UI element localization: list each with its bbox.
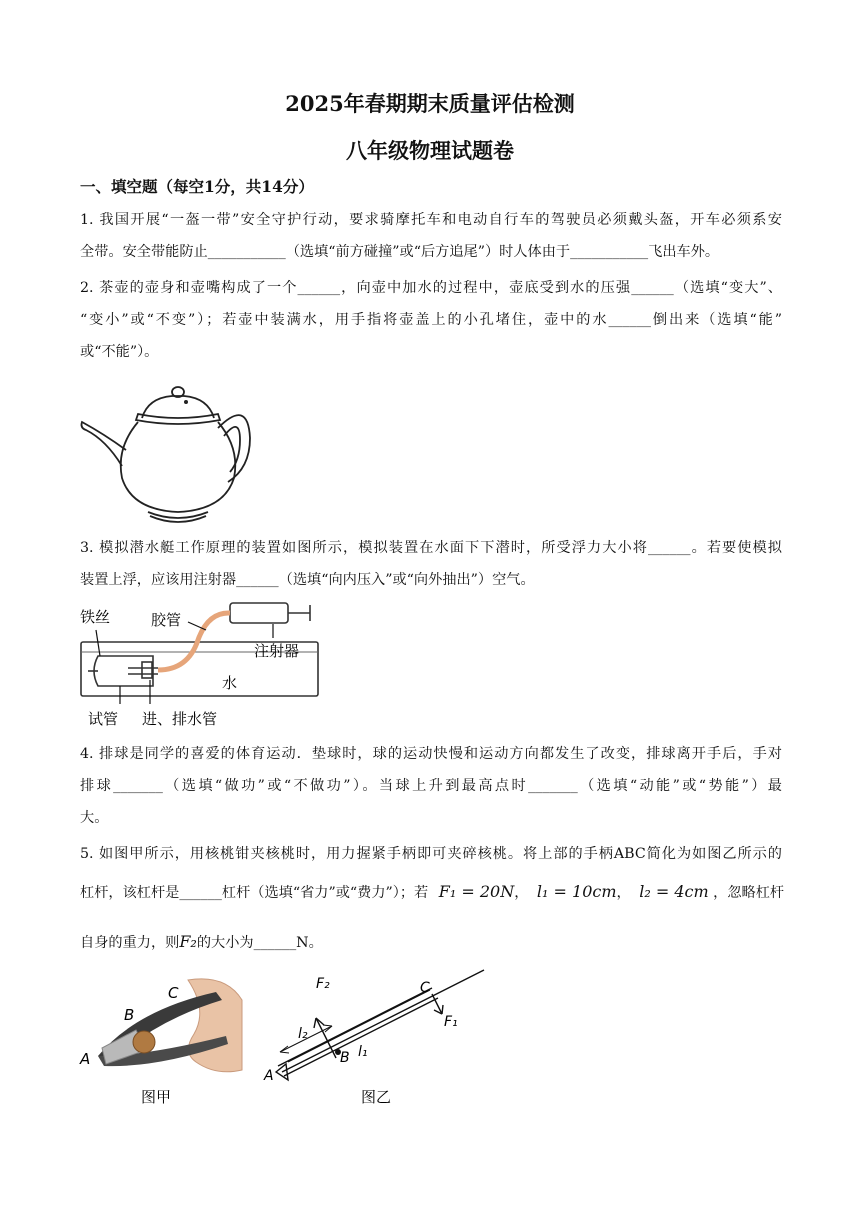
q3-line-2: 装置上浮，应该用注射器______（选填“向内压入”或“向外抽出”）空气。 (80, 572, 535, 588)
label-syringe: 注射器 (254, 642, 300, 660)
walnut (133, 1031, 155, 1053)
label-f1: F₁ (444, 1014, 458, 1030)
label-c: C (168, 984, 179, 1002)
lever-diagram (262, 962, 492, 1110)
question-5 (80, 838, 782, 870)
q1-line-2: 全带。安全带能防止___________（选填“前方碰撞”或“后方追尾”）时人体由于___________飞出车外。 (80, 244, 720, 260)
label-l2: l₂ (298, 1026, 308, 1042)
exam-title: 2025年春期期末质量评估检测 (285, 91, 575, 116)
submarine-model-figure (78, 600, 328, 734)
label-c2: C (420, 980, 430, 996)
q4-line-1: 4. 排球是同学的喜爱的体育运动．垫球时，球的运动快慢和运动方向都发生了改变，排球离开手后，手对 (80, 746, 782, 762)
q2-line-2: “变小”或“不变”）；若壶中装满水，用手指将壶盖上的小孔堵住，壶中的水______倒出来（选填“能” (80, 312, 782, 328)
q5-l2-formula: l₂ = 4cm (639, 882, 709, 901)
caption-yi: 图乙 (360, 1088, 392, 1106)
lid-hole-icon (184, 400, 188, 404)
label-test-tube: 试管 (88, 710, 119, 728)
label-water: 水 (222, 674, 238, 692)
q2-line-1: 2. 茶壶的壶身和壶嘴构成了一个______，向壶中加水的过程中，壶底受到水的压强______（选填“变大”、 (80, 280, 782, 296)
section-heading: 一、填空题（每空1分，共14分） (80, 177, 314, 196)
q5-line-2: 杠杆，该杠杆是______杠杆（选填“省力”或“费力”）；若 F₁ = 20N， l₁ = 10cm， l₂ = 4cm ，忽略杠杆 (80, 882, 785, 901)
label-a2: A (264, 1068, 274, 1084)
label-b2: B (340, 1050, 350, 1066)
q2-line-3: 或“不能”）。 (80, 344, 159, 360)
q4-line-3: 大。 (80, 810, 109, 826)
q1-line-1: 1. 我国开展“一盔一带”安全守护行动，要求骑摩托车和电动自行车的驾驶员必须戴头盔，开车必须系安 (80, 212, 782, 228)
question-4 (80, 738, 782, 834)
exam-subtitle: 八年级物理试题卷 (346, 138, 514, 163)
label-wire: 铁丝 (80, 608, 111, 626)
q5-line-1: 5. 如图甲所示，用核桃钳夹核桃时，用力握紧手柄即可夹碎核桃。将上部的手柄ABC简化为如图乙所示的 (80, 846, 782, 862)
caption-jia: 图甲 (140, 1088, 172, 1106)
label-hose: 胶管 (151, 611, 182, 629)
q5-l1-formula: l₁ = 10cm (536, 882, 617, 901)
nutcracker-figure (76, 970, 246, 1110)
label-a: A (80, 1050, 91, 1068)
teapot-figure (78, 378, 258, 524)
label-l1: l₁ (358, 1044, 368, 1060)
question-1 (80, 204, 782, 268)
q4-line-2: 排球_______（选填“做功”或“不做功”）。当球上升到最高点时_______（选填“动能”或“势能”）最 (80, 778, 782, 794)
q3-line-1: 3. 模拟潜水艇工作原理的装置如图所示，模拟装置在水面下下潜时，所受浮力大小将______。若要使模拟 (80, 540, 782, 556)
q5-f1-formula: F₁ = 20N (438, 882, 515, 901)
label-f2: F₂ (316, 976, 330, 992)
question-2 (80, 272, 782, 368)
q5-f2-symbol: F₂ (179, 932, 197, 951)
question-3 (80, 532, 782, 596)
q5-line-3: 自身的重力，则F₂的大小为______N。 (80, 932, 323, 951)
label-pipe: 进、排水管 (142, 710, 218, 728)
label-b: B (124, 1006, 135, 1024)
